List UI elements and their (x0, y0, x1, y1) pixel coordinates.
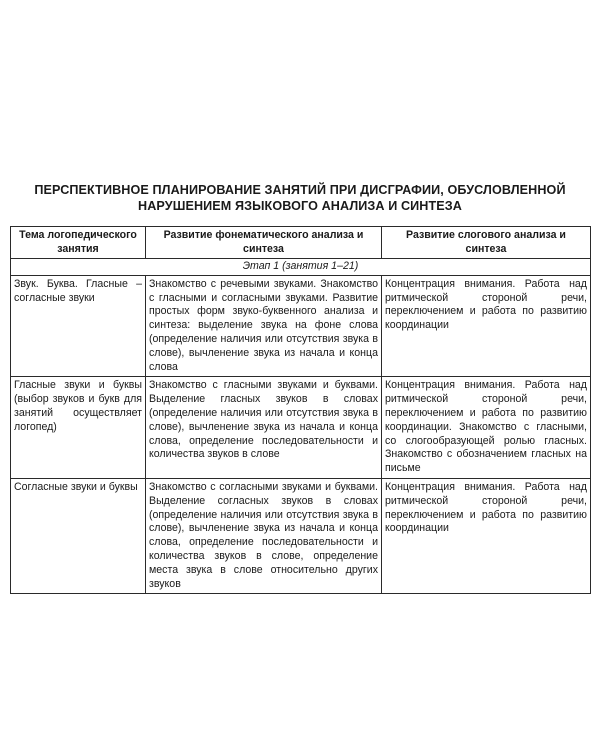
table-row (11, 377, 591, 479)
table-row (11, 478, 591, 593)
table-cell-syllabic: Концентрация внимания. Работа над ритмической стороной речи, переключением и работа по развитию координации. Знакомство с гласными, со слогообразующей ролью гласных. Знакомство с обозначением гласных на письме (382, 377, 591, 479)
page-title (20, 182, 580, 214)
table-cell-topic: Гласные звуки и буквы (выбор звуков и букв для занятий осуществляет логопед) (11, 377, 146, 479)
table-cell-topic: Звук. Буква. Гласные – согласные звуки (11, 275, 146, 377)
header-syllabic-analysis: Развитие слогового анализа и синтеза (382, 227, 591, 259)
planning-table (10, 226, 591, 594)
stage-row (11, 259, 591, 276)
title-line-2: НАРУШЕНИЕМ ЯЗЫКОВОГО АНАЛИЗА И СИНТЕЗА (138, 199, 462, 213)
table-cell-phonemic: Знакомство с согласными звуками и буквами. Выделение согласных звуков в словах (определение наличия или отсутствия звука в слове), вычленение звука из начала и конца слова, определение последовательности и количества звуков в слове, определение места звука в слове относительно других звуков (146, 478, 382, 593)
header-phonemic-analysis: Развитие фонематического анализа и синтеза (146, 227, 382, 259)
table-cell-topic: Согласные звуки и буквы (11, 478, 146, 593)
table-cell-syllabic: Концентрация внимания. Работа над ритмической стороной речи, переключением и работа по развитию координации (382, 275, 591, 377)
table-cell-syllabic: Концентрация внимания. Работа над ритмической стороной речи, переключением и работа по развитию координации (382, 478, 591, 593)
table-header-row (11, 227, 591, 259)
table-cell-phonemic: Знакомство с речевыми звуками. Знакомство с гласными и согласными звуками. Развитие простых форм звуко-буквенного анализа и синтеза: выделение звука на фоне слова (определение наличия или отсутствия звука в слове), вычленение звука из начала и конца слова (146, 275, 382, 377)
header-topic: Тема логопедического занятия (11, 227, 146, 259)
table-row (11, 275, 591, 377)
title-line-1: ПЕРСПЕКТИВНОЕ ПЛАНИРОВАНИЕ ЗАНЯТИЙ ПРИ ДИСГРАФИИ, ОБУСЛОВЛЕННОЙ (34, 183, 566, 197)
table-cell-phonemic: Знакомство с гласными звуками и буквами. Выделение гласных звуков в словах (определение наличия или отсутствия звука в слове), вычленение звука из начала и конца слова, определение последовательности и количества звуков в слове (146, 377, 382, 479)
stage-label: Этап 1 (занятия 1–21) (11, 259, 591, 276)
